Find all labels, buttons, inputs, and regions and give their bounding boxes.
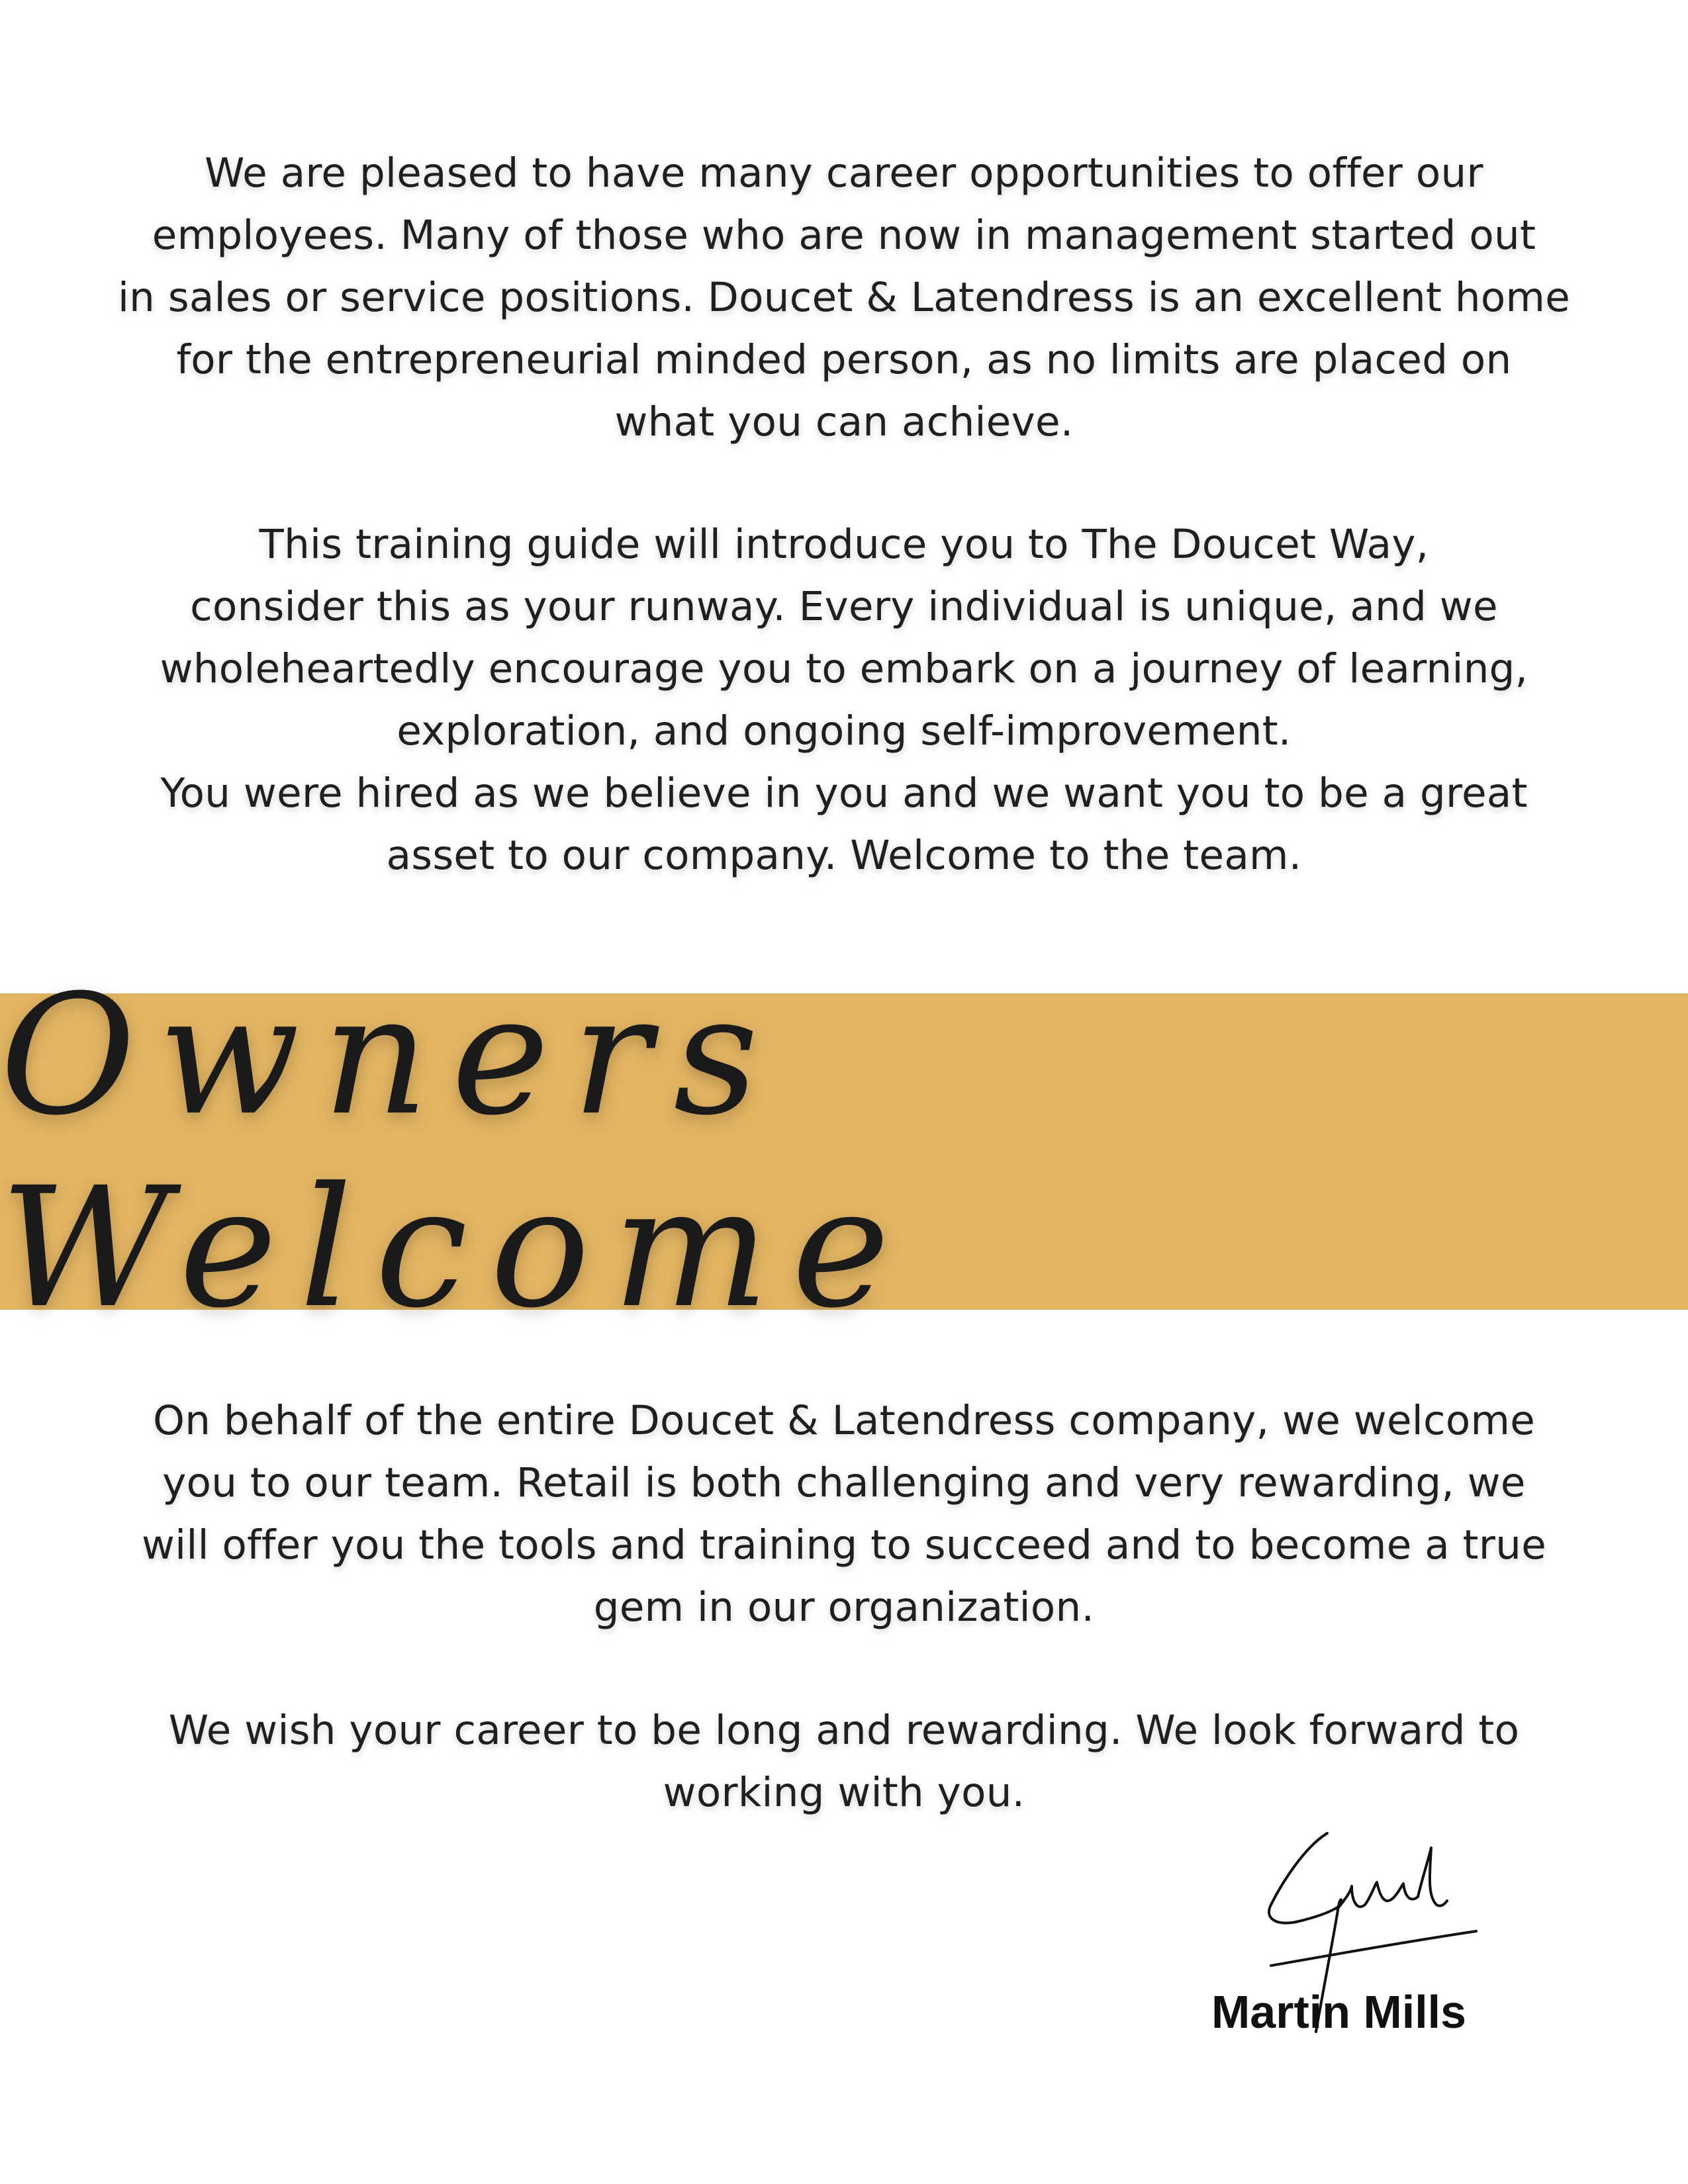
welcome-line: gem in our organization. bbox=[593, 1584, 1095, 1631]
closing-line: We wish your career to be long and rewarding. We look forward to bbox=[168, 1707, 1520, 1754]
intro-paragraph bbox=[53, 142, 1635, 453]
intro-line: in sales or service positions. Doucet & Latendress is an excellent home bbox=[117, 274, 1571, 321]
intro-line: We are pleased to have many career opportunities to offer our bbox=[205, 150, 1483, 197]
closing-line: working with you. bbox=[663, 1769, 1025, 1816]
welcome-banner bbox=[0, 959, 1688, 1344]
welcome-line: you to our team. Retail is both challenging and very rewarding, we bbox=[162, 1459, 1526, 1506]
welcome-line: will offer you the tools and training to succeed and to become a true bbox=[141, 1522, 1547, 1569]
closing-paragraph bbox=[53, 1700, 1635, 1824]
guide-line: exploration, and ongoing self-improvement. bbox=[397, 707, 1291, 754]
welcome-line: On behalf of the entire Doucet & Latendress company, we welcome bbox=[152, 1397, 1536, 1444]
intro-line: employees. Many of those who are now in management started out bbox=[152, 212, 1536, 259]
guide-paragraph bbox=[53, 514, 1635, 887]
guide-line: asset to our company. Welcome to the team. bbox=[386, 832, 1302, 879]
intro-line: what you can achieve. bbox=[614, 398, 1074, 445]
intro-line: for the entrepreneurial minded person, as no limits are placed on bbox=[176, 336, 1512, 383]
guide-line: This training guide will introduce you to The Doucet Way, bbox=[259, 521, 1429, 568]
guide-line: You were hired as we believe in you and we want you to be a great bbox=[160, 770, 1528, 817]
guide-line: wholeheartedly encourage you to embark on a journey of learning, bbox=[160, 645, 1528, 692]
guide-line: consider this as your runway. Every individual is unique, and we bbox=[190, 583, 1498, 630]
banner-title: Owners Welcome bbox=[0, 959, 913, 1344]
signer-name: Martin Mills bbox=[1211, 1986, 1467, 2038]
welcome-paragraph bbox=[53, 1390, 1635, 1639]
